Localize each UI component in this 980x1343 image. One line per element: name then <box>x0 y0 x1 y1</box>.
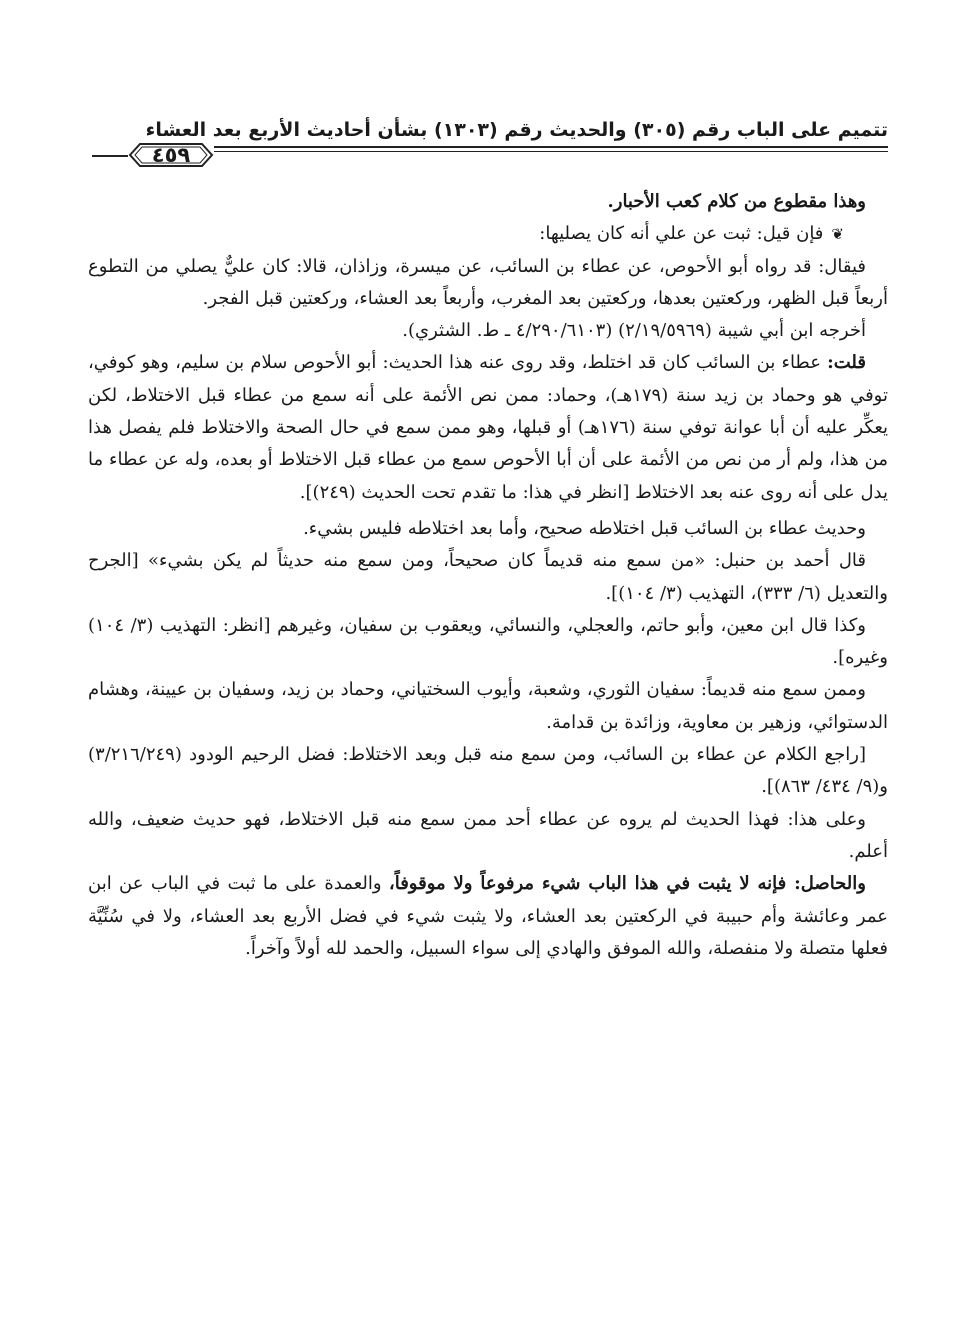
paragraph-12-lead: والحاصل: فإنه لا يثبت في هذا الباب شيء مرفوعاً ولا موقوفاً، <box>388 873 866 895</box>
paragraph-2-text: فإن قيل: ثبت عن علي أنه كان يصليها: <box>539 223 824 245</box>
paragraph-8: وكذا قال ابن معين، وأبو حاتم، والعجلي، والنسائي، ويعقوب بن سفيان، وغيرهم [انظر: التهذيب (٣/ ١٠٤) وغيره]. <box>88 614 888 669</box>
header-rule-thick <box>214 146 888 148</box>
paragraph-5 <box>88 347 888 508</box>
header-rule-left <box>92 155 128 157</box>
paragraph-5-text: عطاء بن السائب كان قد اختلط، وقد روى عنه هذا الحديث: أبو الأحوص سلام بن سليم، وهو كوفي، توفي هو وحماد بن زيد سنة (١٧٩هـ)، وحماد: ممن نص الأئمة على أنه سمع من عطاء قبل الاختلاط، لكن يعكِّر عليه أن أبا عوانة توفي سنة (١٧٦هـ) أو قبلها، وهو ممن سمع في حال الصحة والاختلاط فلم يفصل هذا من هذا، ولم أر من نص من الأئمة على أن أبا الأحوص سمع من عطاء قبل الاختلاط أو بعده، وله عن عطاء ما يدل على أنه روى عنه بعد الاختلاط [انظر في هذا: ما تقدم تحت الحديث (٢٤٩)]. <box>88 352 889 503</box>
paragraph-10: [راجع الكلام عن عطاء بن السائب، ومن سمع منه قبل وبعد الاختلاط: فضل الرحيم الودود (٣/٢١٦/٢٤٩) و(٩/ ٤٣٤/ ٨٦٣)]. <box>88 744 888 798</box>
body-text <box>88 186 888 965</box>
paragraph-2 <box>88 218 888 250</box>
paragraph-12 <box>88 868 888 965</box>
running-title: تتميم على الباب رقم (٣٠٥) والحديث رقم (١٣٠٣) بشأن أحاديث الأربع بعد العشاء <box>145 119 888 141</box>
paragraph-11: وعلى هذا: فهذا الحديث لم يروه عن عطاء أحد ممن سمع منه قبل الاختلاط، فهو حديث ضعيف، والله أعلم. <box>88 808 888 862</box>
paragraph-6: وحديث عطاء بن السائب قبل اختلاطه صحيح، وأما بعد اختلاطه فليس بشيء. <box>303 517 866 539</box>
paragraph-4: أخرجه ابن أبي شيبة (٢/١٩/٥٩٦٩) (٤/٢٩٠/٦١٠٣ ـ ط. الشثري). <box>402 320 866 342</box>
leaf-ornament-icon: ❦ <box>831 225 844 244</box>
paragraph-3: فيقال: قد رواه أبو الأحوص، عن عطاء بن السائب، عن ميسرة، وزاذان، قالا: كان عليٌّ يصلي من التطوع أربعاً قبل الظهر، وركعتين بعدها، وركعتين بعد المغرب، وأربعاً بعد العشاء، وركعتين قبل الفجر. <box>88 255 888 309</box>
paragraph-5-lead: قلت: <box>827 352 866 374</box>
paragraph-1: وهذا مقطوع من كلام كعب الأحبار. <box>607 191 866 212</box>
paragraph-12-text: والعمدة على ما ثبت في الباب عن ابن عمر وعائشة وأم حبيبة في الركعتين بعد العشاء، ولا يثبت شيء في فضل الأربع بعد العشاء، ولا في سُنِّيَّة فعلها متصلة ولا منفصلة، والله الموفق والهادي إلى سواء السبيل، والحمد لله أولاً وآخراً. <box>88 873 888 959</box>
header-rule-thin <box>214 151 888 152</box>
paragraph-7: قال أحمد بن حنبل: «من سمع منه قديماً كان صحيحاً، ومن سمع منه حديثاً لم يكن بشيء» [الجرح والتعديل (٦/ ٣٣٣)، التهذيب (٣/ ١٠٤)]. <box>88 550 888 604</box>
page-number: ٤٥٩ <box>151 143 191 167</box>
paragraph-9: وممن سمع منه قديماً: سفيان الثوري، وشعبة، وأيوب السختياني، وحماد بن زيد، وسفيان بن عيينة، وهشام الدستوائي، وزهير بن معاوية، وزائدة بن قدامة. <box>88 679 888 733</box>
page-number-badge <box>128 136 214 174</box>
